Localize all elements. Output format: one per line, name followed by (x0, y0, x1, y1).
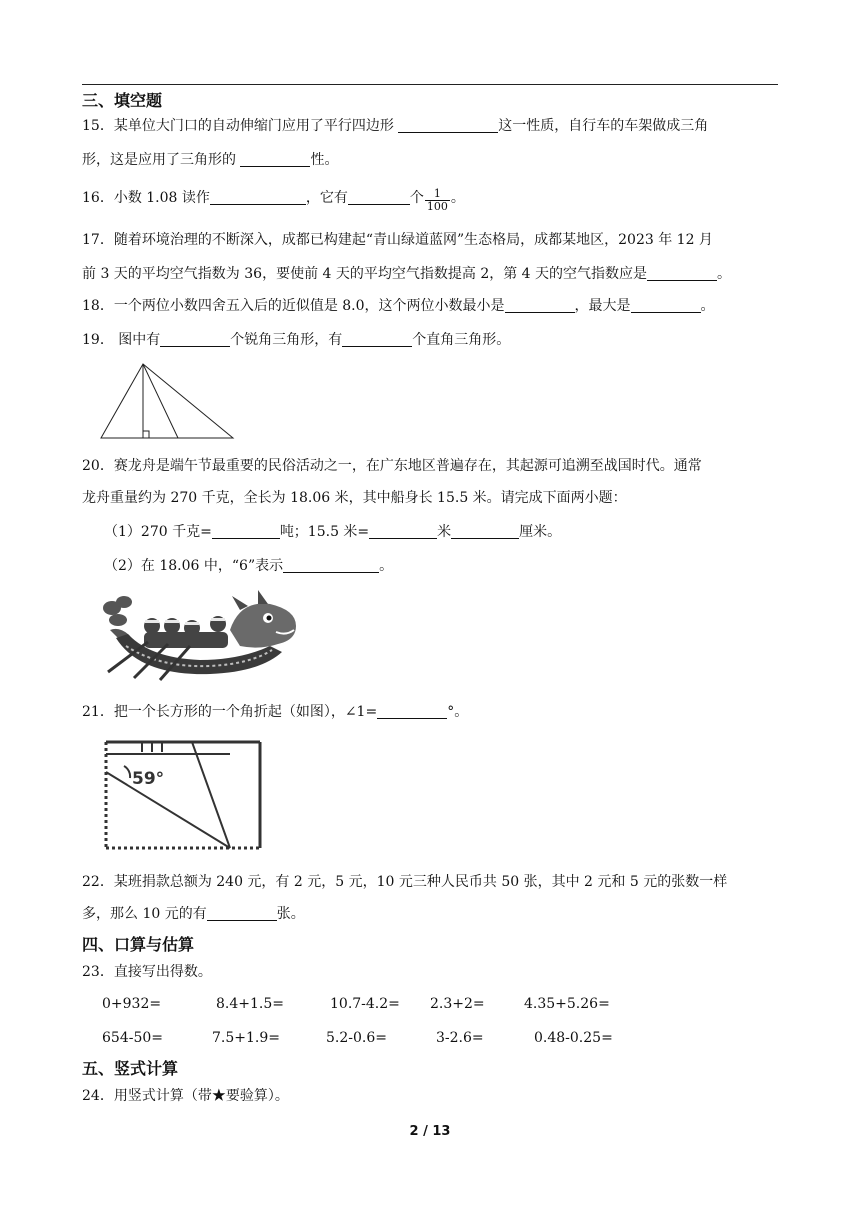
q15-text-b: 这一性质，自行车的车架做成三角 (498, 118, 709, 134)
q17-text-b: 前 3 天的平均空气指数为 36，要使前 4 天的平均空气指数提高 2，第 4 天的空气指数应是 (82, 266, 648, 282)
inner-segment (143, 364, 178, 438)
calc-item: 0+932= (102, 996, 162, 1012)
q20-p1-text-b: 吨；15.5 米= (279, 524, 370, 540)
q16-text-a: 16．小数 1.08 读作 (82, 190, 210, 206)
question-23-title: 23．直接写出得数。 (82, 964, 212, 980)
q16-text-d: 。 (450, 190, 465, 206)
q19-text-c: 个直角三角形。 (412, 332, 511, 348)
right-angle-mark (143, 431, 149, 438)
q20-blank-tons[interactable] (212, 524, 280, 539)
q21-text-b: °。 (447, 704, 469, 720)
question-24-title: 24．用竖式计算（带★要验算）。 (82, 1088, 289, 1104)
q19-blank-2[interactable] (342, 332, 412, 347)
calc-item: 10.7-4.2= (330, 996, 400, 1012)
q16-text-c: 个 (409, 190, 424, 206)
calc-item: 8.4+1.5= (216, 996, 284, 1012)
question-20-line-2: 龙舟重量约为 270 千克，全长为 18.06 米，其中船身长 15.5 米。请完成下面两小题： (82, 490, 627, 506)
q18-blank-2[interactable] (631, 298, 701, 313)
question-19 (82, 330, 510, 350)
q15-text-d: 性。 (310, 152, 339, 168)
q18-blank-1[interactable] (505, 298, 575, 313)
q22-blank[interactable] (207, 906, 277, 921)
fold-crease-line (106, 772, 230, 848)
question-18 (82, 296, 715, 316)
q22-text-b: 多，那么 10 元的有 (82, 906, 207, 922)
top-rule (82, 84, 778, 85)
calc-item: 3-2.6= (436, 1030, 484, 1046)
q20-blank-meters[interactable] (369, 524, 437, 539)
calc-item: 7.5+1.9= (212, 1030, 280, 1046)
folded-rectangle-figure (102, 738, 264, 852)
calc-item: 4.35+5.26= (524, 996, 610, 1012)
calc-item: 654-50= (102, 1030, 163, 1046)
question-20-part-2 (104, 556, 393, 576)
question-21 (82, 702, 468, 722)
q20-blank-centimeters[interactable] (451, 524, 519, 539)
section-heading-fill-in: 三、填空题 (82, 91, 163, 110)
question-20-part-1 (104, 522, 561, 542)
angle-label-59: 59° (132, 769, 165, 789)
question-16 (82, 188, 465, 213)
angle-arc (124, 766, 130, 778)
q15-text-a: 15．某单位大门口的自动伸缩门应用了平行四边形 (82, 118, 399, 134)
q20-blank-meaning[interactable] (283, 558, 379, 573)
triangle-figure (96, 360, 240, 442)
q20-p1-text-d: 厘米。 (519, 524, 562, 540)
fold-side-line (192, 742, 230, 848)
q15-text-c: 形，这是应用了三角形的 (82, 152, 241, 168)
q22-text-c: 张。 (276, 906, 305, 922)
section-heading-vertical-calc: 五、竖式计算 (82, 1059, 179, 1078)
fraction-one-hundredth (425, 188, 450, 213)
calc-item: 5.2-0.6= (326, 1030, 387, 1046)
q16-blank-1[interactable] (210, 190, 306, 205)
section-heading-mental-math: 四、口算与估算 (82, 935, 195, 954)
question-15-line-2 (82, 150, 338, 170)
q20-p1-text-a: （1）270 千克= (104, 524, 212, 540)
q17-text-c: 。 (717, 266, 732, 282)
calc-item: 2.3+2= (430, 996, 485, 1012)
q15-blank-2[interactable] (240, 152, 310, 167)
question-20-line-1: 20．赛龙舟是端午节最重要的民俗活动之一，在广东地区普遍存在，其起源可追溯至战国时代。通常 (82, 458, 702, 474)
q20-p1-text-c: 米 (437, 524, 452, 540)
q21-blank[interactable] (377, 704, 447, 719)
q15-blank-1[interactable] (398, 118, 498, 133)
q20-p2-text-b: 。 (379, 558, 394, 574)
question-22-line-2 (82, 904, 305, 924)
calc-item: 0.48-0.25= (534, 1030, 613, 1046)
q20-p2-text-a: （2）在 18.06 中，“6”表示 (104, 558, 284, 574)
q16-text-b: ，它有 (305, 190, 348, 206)
dragon-head (230, 590, 296, 648)
question-15-line-1 (82, 116, 708, 136)
q18-text-c: 。 (700, 298, 715, 314)
question-22-line-1: 22．某班捐款总额为 240 元，有 2 元，5 元，10 元三种人民币共 50 张，其中 2 元和 5 元的张数一样 (82, 874, 728, 890)
q16-blank-2[interactable] (348, 190, 410, 205)
q21-text-a: 21．把一个长方形的一个角折起（如图），∠1= (82, 704, 378, 720)
q19-blank-1[interactable] (160, 332, 230, 347)
q18-text-b: ，最大是 (574, 298, 631, 314)
question-17-line-1: 17．随着环境治理的不断深入，成都已构建起“青山绿道蓝网”生态格局，成都某地区，2023 年 12 月 (82, 232, 713, 248)
q18-text-a: 18．一个两位小数四舍五入后的近似值是 8.0，这个两位小数最小是 (82, 298, 505, 314)
outer-triangle (101, 364, 233, 438)
fraction-numerator: 1 (425, 188, 450, 201)
question-17-line-2 (82, 264, 731, 284)
q19-text-a: 19． 图中有 (82, 332, 161, 348)
q17-blank[interactable] (647, 266, 717, 281)
dragon-boat-illustration (100, 590, 300, 686)
q19-text-b: 个锐角三角形，有 (230, 332, 343, 348)
page-number: 2 / 13 (409, 1124, 451, 1139)
fraction-denominator: 100 (426, 200, 448, 213)
